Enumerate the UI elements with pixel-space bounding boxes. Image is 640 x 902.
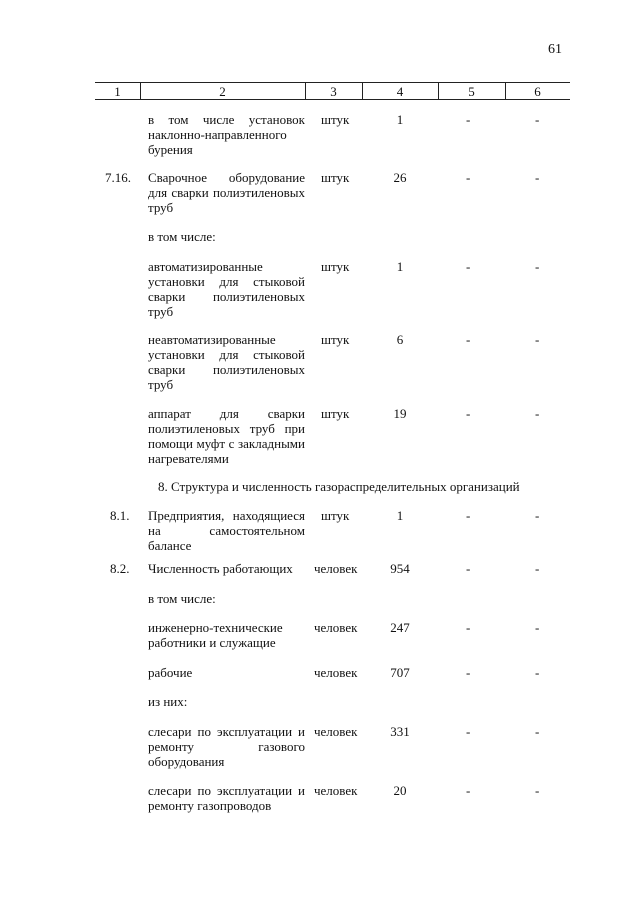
row-value-6: - [535, 170, 540, 185]
row-description: в том числе установок наклонно-направленного бурения [148, 112, 305, 157]
row-value-4: 247 [390, 620, 410, 635]
row-description: из них: [148, 694, 188, 709]
row-unit: человек [314, 561, 358, 576]
row-description: в том числе: [148, 229, 216, 244]
row-value-5: - [466, 332, 471, 347]
row-value-4: 1 [396, 112, 404, 127]
row-value-5: - [466, 620, 471, 635]
row-value-5: - [466, 783, 471, 798]
row-value-4: 19 [393, 406, 407, 421]
row-value-6: - [535, 783, 540, 798]
row-unit: штук [321, 259, 350, 274]
row-unit: штук [321, 332, 350, 347]
row-value-5: - [466, 170, 471, 185]
row-number: 7.16. [105, 170, 131, 185]
row-description: слесари по эксплуатации и ремонту газового оборудования [148, 724, 305, 769]
row-value-5: - [466, 112, 471, 127]
row-value-4: 6 [396, 332, 404, 347]
row-description: неавтоматизированные установки для стыковой сварки полиэтиленовых труб [148, 332, 305, 392]
row-value-4: 707 [390, 665, 410, 680]
row-value-6: - [535, 112, 540, 127]
row-unit: штук [321, 508, 350, 523]
header-top-border [95, 82, 570, 83]
row-description: Предприятия, находящиеся на самостоятельном балансе [148, 508, 305, 553]
row-value-6: - [535, 259, 540, 274]
row-unit: штук [321, 112, 350, 127]
row-description: слесари по эксплуатации и ремонту газопроводов [148, 783, 305, 813]
row-number: 8.1. [110, 508, 130, 523]
row-unit: человек [314, 620, 358, 635]
row-value-6: - [535, 508, 540, 523]
row-value-6: - [535, 332, 540, 347]
row-value-6: - [535, 724, 540, 739]
row-value-4: 26 [393, 170, 407, 185]
row-value-5: - [466, 724, 471, 739]
row-value-5: - [466, 259, 471, 274]
row-description: в том числе: [148, 591, 216, 606]
row-value-6: - [535, 406, 540, 421]
header-col-1: 1 [114, 84, 121, 99]
row-unit: человек [314, 665, 358, 680]
row-description: Численность работающих [148, 561, 293, 576]
row-value-4: 1 [396, 259, 404, 274]
row-value-5: - [466, 561, 471, 576]
row-value-4: 331 [390, 724, 410, 739]
row-value-4: 1 [396, 508, 404, 523]
header-col-2: 2 [219, 84, 226, 99]
row-value-5: - [466, 665, 471, 680]
header-col-4: 4 [396, 84, 404, 99]
row-description: рабочие [148, 665, 193, 680]
row-value-5: - [466, 406, 471, 421]
row-number: 8.2. [110, 561, 130, 576]
row-value-4: 954 [390, 561, 410, 576]
row-value-5: - [466, 508, 471, 523]
row-description: аппарат для сварки полиэтиленовых труб при помощи муфт с закладными нагревателями [148, 406, 305, 466]
section-title: 8. Структура и численность газораспределительных организаций [158, 479, 520, 494]
row-unit: человек [314, 783, 358, 798]
row-description: Сварочное оборудование для сварки полиэтиленовых труб [148, 170, 305, 215]
row-value-6: - [535, 665, 540, 680]
header-col-5: 5 [468, 84, 475, 99]
row-description: инженерно-технические работники и служащие [148, 620, 283, 650]
row-unit: штук [321, 406, 350, 421]
header-col-6: 6 [534, 84, 541, 99]
row-value-4: 20 [393, 783, 407, 798]
row-unit: человек [314, 724, 358, 739]
page-number: 61 [548, 42, 562, 57]
row-value-6: - [535, 620, 540, 635]
row-description: автоматизированные установки для стыковой сварки полиэтиленовых труб [148, 259, 305, 319]
header-col-3: 3 [330, 84, 337, 99]
row-value-6: - [535, 561, 540, 576]
row-unit: штук [321, 170, 350, 185]
